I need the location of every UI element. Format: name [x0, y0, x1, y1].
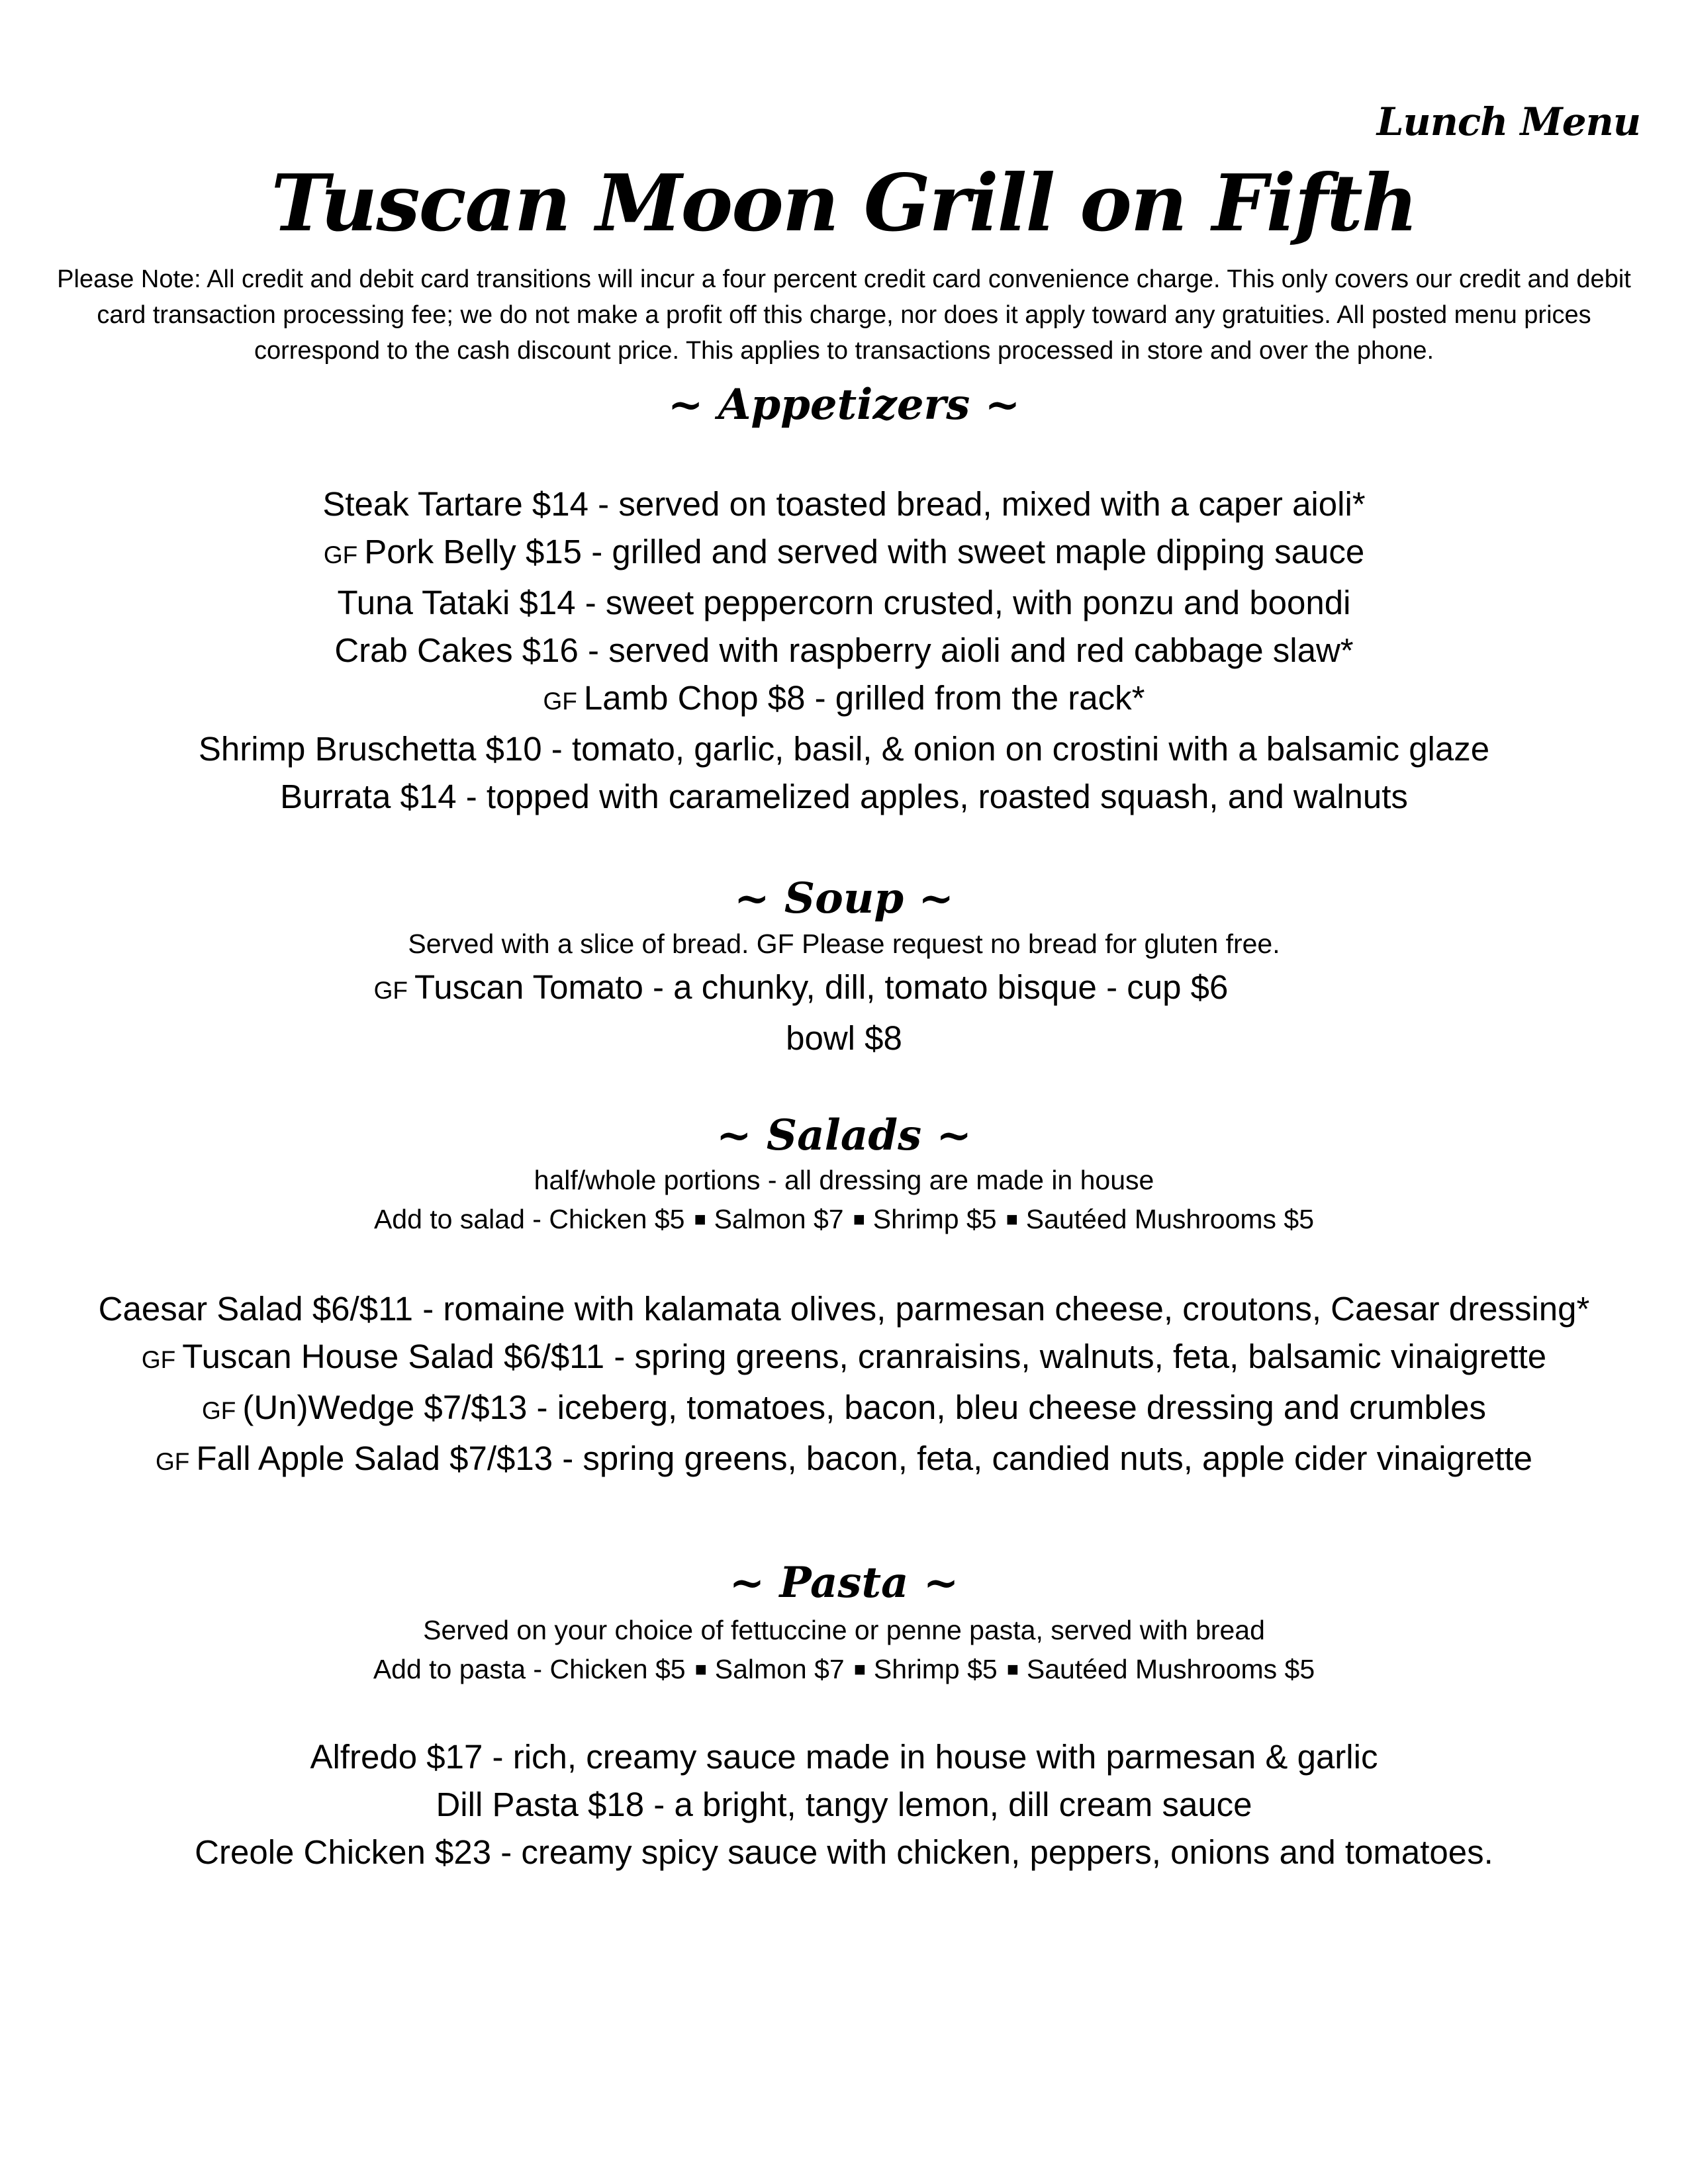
bullet-icon: ■ — [694, 1659, 707, 1680]
menu-item — [0, 1333, 1688, 1384]
gluten-free-tag: GF — [201, 1397, 236, 1424]
menu-item-text: Pork Belly $15 - grilled and served with sweet maple dipping sauce — [364, 533, 1365, 570]
menu-item-text: Tuna Tataki $14 - sweet peppercorn crusted, with ponzu and boondi — [337, 584, 1351, 621]
menu-item — [0, 1733, 1688, 1781]
add-on-text: Add to salad - Chicken $5 — [373, 1204, 685, 1234]
menu-item — [0, 1781, 1688, 1829]
gluten-free-tag: GF — [373, 977, 408, 1004]
menu-item — [0, 1435, 1688, 1486]
menu-item-text: Caesar Salad $6/$11 - romaine with kalamata olives, parmesan cheese, croutons, Caesar dressing* — [98, 1290, 1590, 1328]
soup-bowl-price: bowl $8 — [786, 1019, 902, 1057]
menu-item-text: Crab Cakes $16 - served with raspberry aioli and red cabbage slaw* — [334, 631, 1354, 669]
pasta-list — [0, 1733, 1688, 1876]
menu-item — [0, 1285, 1688, 1333]
menu-item-text: (Un)Wedge $7/$13 - iceberg, tomatoes, bacon, bleu cheese dressing and crumbles — [242, 1388, 1487, 1426]
menu-item-text: Dill Pasta $18 - a bright, tangy lemon, dill cream sauce — [436, 1786, 1252, 1823]
salads-list — [0, 1285, 1688, 1486]
menu-item — [0, 1829, 1688, 1876]
salads-notes — [0, 1161, 1688, 1239]
appetizers-heading: ~ Appetizers ~ — [667, 380, 1021, 430]
menu-item-text: Lamb Chop $8 - grilled from the rack* — [583, 679, 1145, 717]
menu-item-text: Alfredo $17 - rich, creamy sauce made in house with parmesan & garlic — [310, 1738, 1378, 1776]
menu-item-text: Burrata $14 - topped with caramelized apples, roasted squash, and walnuts — [280, 778, 1408, 815]
menu-item-text: Tuscan Tomato - a chunky, dill, tomato bisque - cup $6 — [414, 968, 1229, 1006]
menu-item-text: Shrimp Bruschetta $10 - tomato, garlic, basil, & onion on crostini with a balsamic glaze — [198, 730, 1490, 768]
pasta-note: Served on your choice of fettuccine or penne pasta, served with bread — [423, 1615, 1265, 1645]
menu-item — [0, 674, 1688, 725]
gluten-free-tag: GF — [543, 688, 577, 715]
menu-item — [0, 725, 1688, 773]
menu-item-text: Creole Chicken $23 - creamy spicy sauce with chicken, peppers, onions and tomatoes. — [195, 1833, 1493, 1871]
menu-item — [0, 773, 1688, 821]
soup-note: Served with a slice of bread. GF Please request no bread for gluten free. — [408, 929, 1280, 959]
salads-note: half/whole portions - all dressing are made in house — [534, 1165, 1154, 1195]
gluten-free-tag: GF — [323, 541, 358, 569]
menu-item-text: Steak Tartare $14 - served on toasted bread, mixed with a caper aioli* — [322, 485, 1366, 523]
menu-item-text: Tuscan House Salad $6/$11 - spring greens, cranraisins, walnuts, feta, balsamic vinaigrette — [182, 1338, 1547, 1375]
soup-heading: ~ Soup ~ — [734, 874, 954, 923]
soup-section — [0, 925, 1688, 1062]
salads-add-ons — [0, 1200, 1688, 1239]
bullet-icon: ■ — [694, 1208, 706, 1230]
gluten-free-tag: GF — [155, 1448, 190, 1475]
menu-item — [0, 964, 1688, 1015]
bullet-icon: ■ — [853, 1659, 866, 1680]
gluten-free-tag: GF — [141, 1346, 176, 1373]
bullet-icon: ■ — [1006, 1659, 1019, 1680]
add-on-text: Salmon $7 — [714, 1654, 845, 1684]
menu-item-text: Fall Apple Salad $7/$13 - spring greens, bacon, feta, candied nuts, apple cider vinaigrette — [196, 1439, 1533, 1477]
bullet-icon: ■ — [853, 1208, 865, 1230]
restaurant-title: Tuscan Moon Grill on Fifth — [271, 157, 1417, 249]
add-on-text: Salmon $7 — [714, 1204, 844, 1234]
pasta-add-ons — [0, 1650, 1688, 1689]
add-on-text: Shrimp $5 — [873, 1654, 998, 1684]
menu-item — [0, 480, 1688, 528]
menu-label: Lunch Menu — [1376, 99, 1640, 144]
add-on-text: Shrimp $5 — [872, 1204, 997, 1234]
add-on-text: Sautéed Mushrooms $5 — [1025, 1204, 1315, 1234]
menu-item — [0, 627, 1688, 674]
menu-item — [0, 528, 1688, 579]
pasta-heading: ~ Pasta ~ — [729, 1558, 959, 1608]
bullet-icon: ■ — [1006, 1208, 1018, 1230]
payment-notice: Please Note: All credit and debit card transitions will incur a four percent credit card convenience charge. This only covers our credit and debit card transaction processing fee; we do not make a profit off this charge, nor does it apply toward any gratuities. All posted menu prices correspond to the cash discount price. This applies to transactions processed in store and over the phone. — [57, 265, 1631, 365]
menu-item — [0, 579, 1688, 627]
pasta-notes — [0, 1611, 1688, 1689]
add-on-text: Add to pasta - Chicken $5 — [373, 1654, 686, 1684]
menu-item — [0, 1384, 1688, 1435]
appetizers-list — [0, 480, 1688, 821]
add-on-text: Sautéed Mushrooms $5 — [1026, 1654, 1315, 1684]
salads-heading: ~ Salads ~ — [716, 1111, 972, 1160]
